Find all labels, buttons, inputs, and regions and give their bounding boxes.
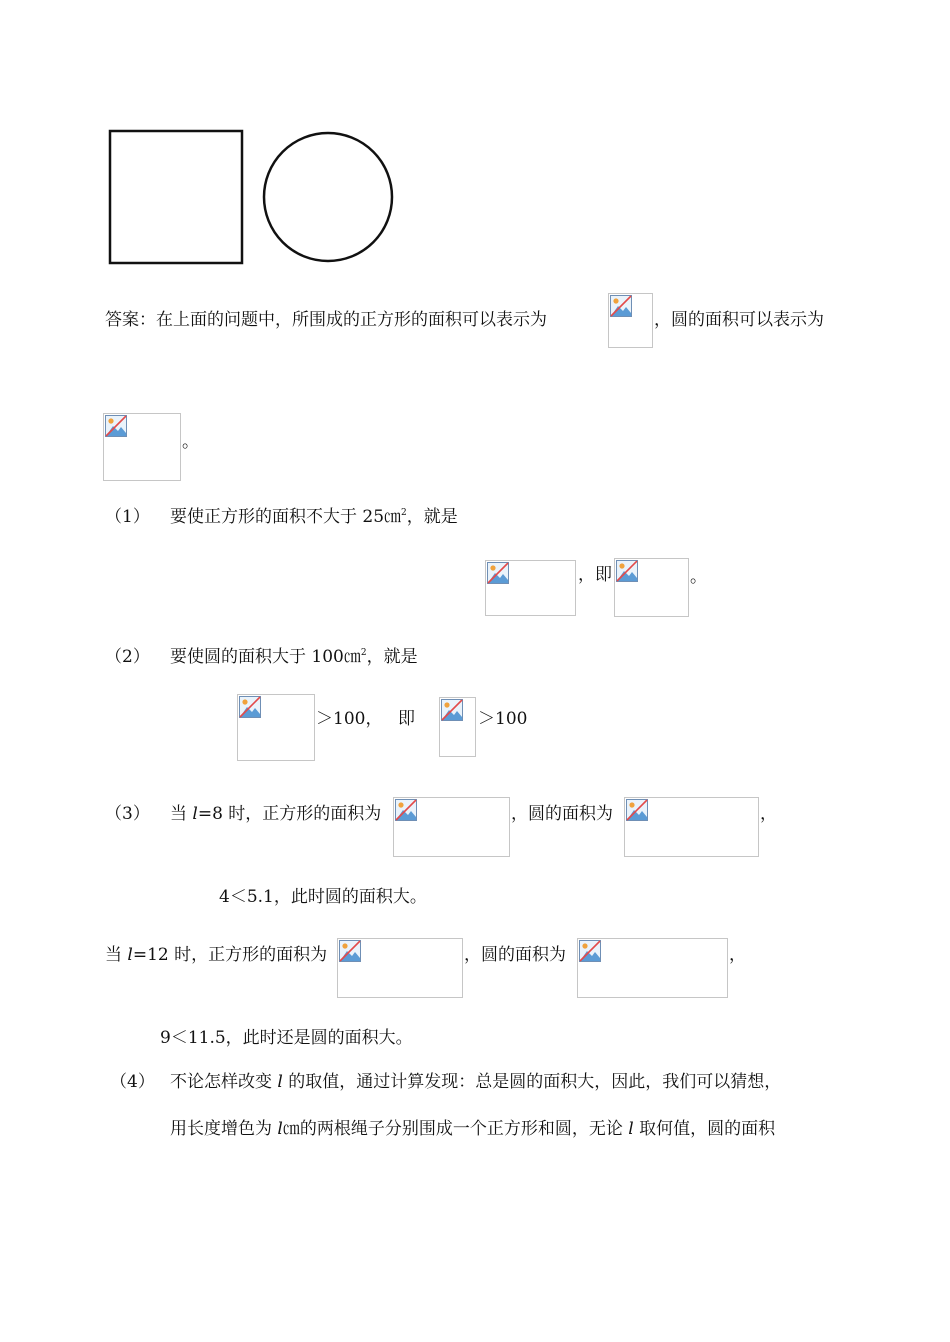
part3-line1: 当 l=8 时，正方形的面积为 xyxy=(170,804,382,824)
circle-shape xyxy=(264,133,392,261)
part3-compare-8: 4＜5.1，此时圆的面积大。 xyxy=(219,887,427,907)
part2-text: 要使圆的面积大于 100㎝$^2$，就是 xyxy=(170,647,418,667)
broken-image-icon xyxy=(579,940,601,962)
part2-gt1: ＞100， xyxy=(316,709,383,729)
broken-image-icon xyxy=(487,562,509,584)
broken-image-icon xyxy=(616,560,638,582)
broken-image-icon xyxy=(626,799,648,821)
broken-image-icon xyxy=(441,699,463,721)
part4-line1: 不论怎样改变 l 的取值，通过计算发现：总是圆的面积大，因此，我们可以猜想， xyxy=(170,1072,782,1092)
broken-image-icon xyxy=(105,415,127,437)
part4-number: （4） xyxy=(110,1072,155,1092)
formula-image-circle-area-8 xyxy=(624,797,759,857)
part3-trail: ， xyxy=(760,804,777,824)
formula-image-inequality-1 xyxy=(485,560,576,616)
formula-image-circle-area-12 xyxy=(577,938,728,998)
formula-image-circle-inequality-2 xyxy=(439,697,476,757)
answer-mid: ，圆的面积可以表示为 xyxy=(654,310,824,330)
square-shape xyxy=(110,131,242,263)
part1-end: 。 xyxy=(690,567,707,587)
part2-number: （2） xyxy=(105,647,150,667)
broken-image-icon xyxy=(395,799,417,821)
formula-image-circle-inequality-1 xyxy=(237,694,315,761)
part3-trail-12: ， xyxy=(729,945,746,965)
broken-image-icon xyxy=(610,295,632,317)
part3-line12: 当 l=12 时，正方形的面积为 xyxy=(105,945,328,965)
broken-image-icon xyxy=(239,696,261,718)
formula-image-square-area-12 xyxy=(337,938,463,998)
answer-end: 。 xyxy=(182,432,199,452)
part1-number: （1） xyxy=(105,507,150,527)
part1-comma-ji: ，即 xyxy=(578,565,612,585)
shapes-figure xyxy=(100,120,410,275)
part3-number: （3） xyxy=(105,804,150,824)
part2-ji: 即 xyxy=(398,709,415,729)
part1-text: 要使正方形的面积不大于 25㎝$^2$，就是 xyxy=(170,507,458,527)
formula-image-square-area-8 xyxy=(393,797,510,857)
broken-image-icon xyxy=(339,940,361,962)
part2-gt2: ＞100 xyxy=(478,709,528,729)
answer-prefix: 答案：在上面的问题中，所围成的正方形的面积可以表示为 xyxy=(105,310,547,330)
formula-image-circle-area xyxy=(103,413,181,481)
part3-circle-label: ，圆的面积为 xyxy=(511,804,613,824)
part3-compare-12: 9＜11.5，此时还是圆的面积大。 xyxy=(160,1028,413,1048)
formula-image-inequality-2 xyxy=(614,558,689,617)
formula-image-square-area xyxy=(608,293,653,348)
part4-line2: 用长度增色为 l㎝的两根绳子分别围成一个正方形和圆，无论 l 取何值，圆的面积 xyxy=(170,1119,776,1139)
part3-circle-label-12: ，圆的面积为 xyxy=(464,945,566,965)
